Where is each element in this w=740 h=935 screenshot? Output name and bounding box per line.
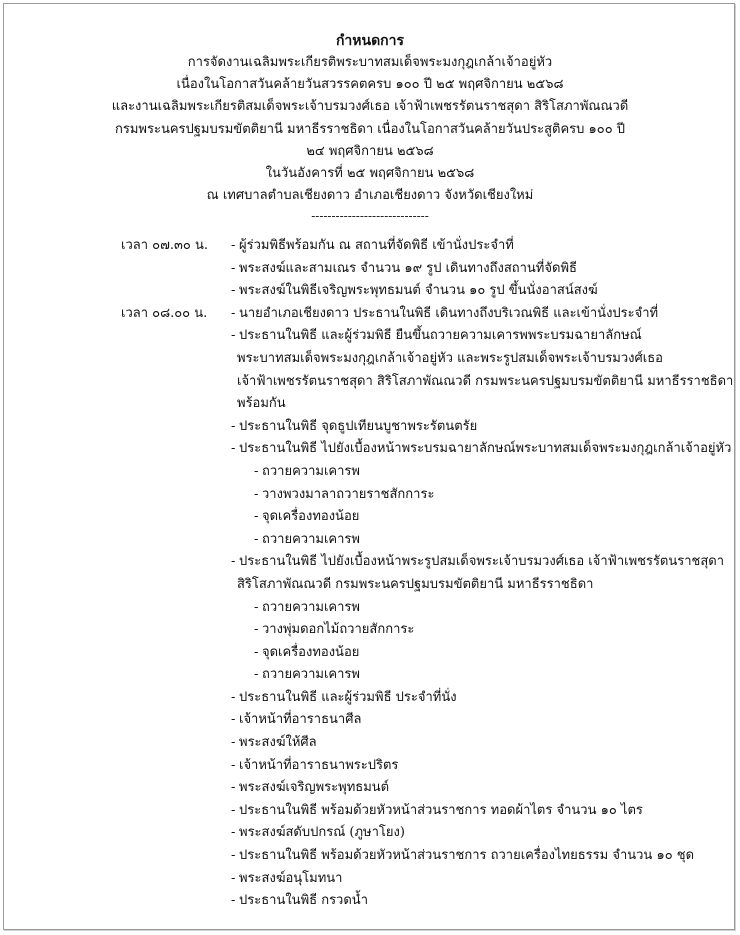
schedule-item <box>0 393 740 416</box>
schedule-subitem-text: ถวายความเคารพ <box>262 531 360 547</box>
schedule-item <box>0 574 740 597</box>
bullet-dash: - <box>231 848 236 864</box>
schedule-subitem-text: วางพุ่มดอกไม้ถวายสักการะ <box>262 622 415 638</box>
schedule-item <box>0 371 740 394</box>
schedule-item-text: พระสงฆ์ให้ศีล <box>239 735 317 751</box>
schedule-item <box>0 461 740 484</box>
bullet-dash: - <box>254 599 259 615</box>
schedule-item-text: เจ้าหน้าที่อาราธนาพระปริตร <box>239 757 399 773</box>
schedule-item-text: เจ้าฟ้าเพชรรัตนราชสุดา สิริโสภาพัณณวดี กรมพระนครปฐมบรมขัตติยานี มหาธีรราชธิดา <box>237 373 734 389</box>
bullet-dash: - <box>231 712 236 728</box>
schedule-item-text: พระบาทสมเด็จพระมงกุฎเกล้าเจ้าอยู่หัว และพระรูปสมเด็จพระเจ้าบรมวงศ์เธอ <box>237 350 663 366</box>
schedule-item <box>0 732 740 755</box>
schedule-item-text: ผู้ร่วมพิธีพร้อมกัน ณ สถานที่จัดพิธี เข้านั่งประจำที่ <box>239 238 514 253</box>
schedule-item-text: ประธานในพิธี พร้อมด้วยหัวหน้าส่วนราชการ ทอดผ้าไตร จำนวน ๑๐ ไตร <box>239 802 643 818</box>
header-line: การจัดงานเฉลิมพระเกียรติพระบาทสมเด็จพระมงกุฎเกล้าเจ้าอยู่หัว <box>187 55 553 70</box>
bullet-dash: - <box>231 893 236 909</box>
bullet-dash: - <box>231 870 236 886</box>
schedule-subitem-text: จุดเครื่องทองน้อย <box>262 644 360 660</box>
schedule-subitem-text: ถวายความเคารพ <box>262 599 360 615</box>
bullet-dash: - <box>254 509 259 525</box>
schedule-item-text: นายอำเภอเชียงดาว ประธานในพิธี เดินทางถึงบริเวณพิธี และเข้านั่งประจำที่ <box>239 305 659 321</box>
bullet-dash: - <box>231 418 236 434</box>
schedule-item-text: ประธานในพิธี และผู้ร่วมพิธี ประจำที่นั่ง <box>239 689 457 705</box>
schedule-item-text: ประธานในพิธี จุดธูปเทียนบูชาพระรัตนตรัย <box>239 418 478 434</box>
header-line: และงานเฉลิมพระเกียรติสมเด็จพระเจ้าบรมวงศ์เธอ เจ้าฟ้าเพชรรัตนราชสุดา สิริโสภาพัณณวดี <box>111 99 629 115</box>
bullet-dash: - <box>254 644 259 660</box>
schedule-item <box>0 484 740 507</box>
bullet-dash: - <box>231 238 236 253</box>
schedule-item-text: พระสงฆ์เจริญพระพุทธมนต์ <box>239 780 390 796</box>
document-header <box>0 30 740 225</box>
bullet-dash: - <box>254 667 259 683</box>
schedule-item <box>0 438 740 461</box>
schedule-list <box>0 235 740 913</box>
header-divider: ----------------------------- <box>311 209 429 224</box>
header-line: ณ เทศบาลตำบลเชียงดาว อำเภอเชียงดาว จังหวัดเชียงใหม่ <box>206 188 534 204</box>
schedule-item-text: ประธานในพิธี ไปยังเบื้องหน้าพระบรมฉายาลักษณ์พระบาทสมเด็จพระมงกุฎเกล้าเจ้าอยู่หัว <box>239 441 732 457</box>
schedule-item <box>0 529 740 552</box>
schedule-item <box>0 416 740 439</box>
bullet-dash: - <box>231 825 236 841</box>
bullet-dash: - <box>254 486 259 502</box>
header-line: กรมพระนครปฐมบรมขัตติยานี มหาธีรราชธิดา เนื่องในโอกาสวันคล้ายวันประสูติครบ ๑๐๐ ปี <box>114 121 626 137</box>
schedule-item <box>0 755 740 778</box>
bullet-dash: - <box>231 328 236 344</box>
schedule-item-text: พร้อมกัน <box>237 396 286 412</box>
schedule-item <box>0 687 740 710</box>
schedule-item <box>0 280 740 303</box>
schedule-item-text: ประธานในพิธี และผู้ร่วมพิธี ยืนขึ้นถวายความเคารพพระบรมฉายาลักษณ์ <box>239 328 642 344</box>
schedule-item <box>0 845 740 868</box>
schedule-item <box>0 303 740 326</box>
bullet-dash: - <box>231 757 236 773</box>
schedule-item <box>0 258 740 281</box>
schedule-item <box>0 235 740 258</box>
schedule-subitem-text: วางพวงมาลาถวายราชสักการะ <box>262 486 435 502</box>
schedule-subitem-text: ถวายความเคารพ <box>262 667 360 683</box>
schedule-item <box>0 709 740 732</box>
bullet-dash: - <box>254 531 259 547</box>
header-line: เนื่องในโอกาสวันคล้ายวันสวรรคตครบ ๑๐๐ ปี ๒๕ พฤศจิกายน ๒๕๖๘ <box>176 77 564 93</box>
schedule-item-text: สิริโสภาพัณณวดี กรมพระนครปฐมบรมขัตติยานี มหาธีรราชธิดา <box>237 576 594 592</box>
schedule-item-text: เจ้าหน้าที่อาราธนาศีล <box>239 712 362 728</box>
schedule-item-text: ประธานในพิธี กรวดน้ำ <box>239 893 368 909</box>
schedule-item <box>0 664 740 687</box>
document-title: กำหนดการ <box>335 33 405 49</box>
bullet-dash: - <box>231 305 236 321</box>
schedule-item <box>0 348 740 371</box>
bullet-dash: - <box>231 554 236 570</box>
schedule-item <box>0 890 740 913</box>
schedule-item-text: พระสงฆ์ในพิธีเจริญพระพุทธมนต์ จำนวน ๑๐ รูป ขึ้นนั่งอาสน์สงฆ์ <box>239 283 598 299</box>
schedule-item-text: ประธานในพิธี ไปยังเบื้องหน้าพระรูปสมเด็จพระเจ้าบรมวงศ์เธอ เจ้าฟ้าเพชรรัตนราชสุดา <box>239 554 725 570</box>
schedule-item-text: พระสงฆ์และสามเณร จำนวน ๑๙ รูป เดินทางถึงสถานที่จัดพิธี <box>239 260 577 276</box>
schedule-item <box>0 822 740 845</box>
schedule-item <box>0 551 740 574</box>
bullet-dash: - <box>254 463 259 479</box>
schedule-subitem-text: จุดเครื่องทองน้อย <box>262 509 360 525</box>
header-line: ในวันอังคารที่ ๒๕ พฤศจิกายน ๒๕๖๘ <box>265 166 475 182</box>
bullet-dash: - <box>231 283 236 299</box>
schedule-item <box>0 325 740 348</box>
bullet-dash: - <box>231 260 236 276</box>
schedule-item <box>0 777 740 800</box>
bullet-dash: - <box>231 689 236 705</box>
schedule-item-text: พระสงฆ์สดับปกรณ์ (ภูษาโยง) <box>239 825 405 841</box>
schedule-time: เวลา ๐๗.๓๐ น. <box>121 238 208 253</box>
bullet-dash: - <box>231 780 236 796</box>
schedule-time: เวลา ๐๘.๐๐ น. <box>121 305 208 321</box>
schedule-item-text: ประธานในพิธี พร้อมด้วยหัวหน้าส่วนราชการ ถวายเครื่องไทยธรรม จำนวน ๑๐ ชุด <box>239 848 695 864</box>
schedule-item <box>0 800 740 823</box>
schedule-item-text: พระสงฆ์อนุโมทนา <box>239 870 343 886</box>
schedule-item <box>0 597 740 620</box>
header-line: ๒๔ พฤศจิกายน ๒๕๖๘ <box>306 143 434 159</box>
schedule-item <box>0 868 740 891</box>
schedule-item <box>0 619 740 642</box>
bullet-dash: - <box>231 735 236 751</box>
bullet-dash: - <box>231 802 236 818</box>
schedule-subitem-text: ถวายความเคารพ <box>262 463 360 479</box>
bullet-dash: - <box>231 441 236 457</box>
schedule-item <box>0 642 740 665</box>
bullet-dash: - <box>254 622 259 638</box>
schedule-item <box>0 506 740 529</box>
